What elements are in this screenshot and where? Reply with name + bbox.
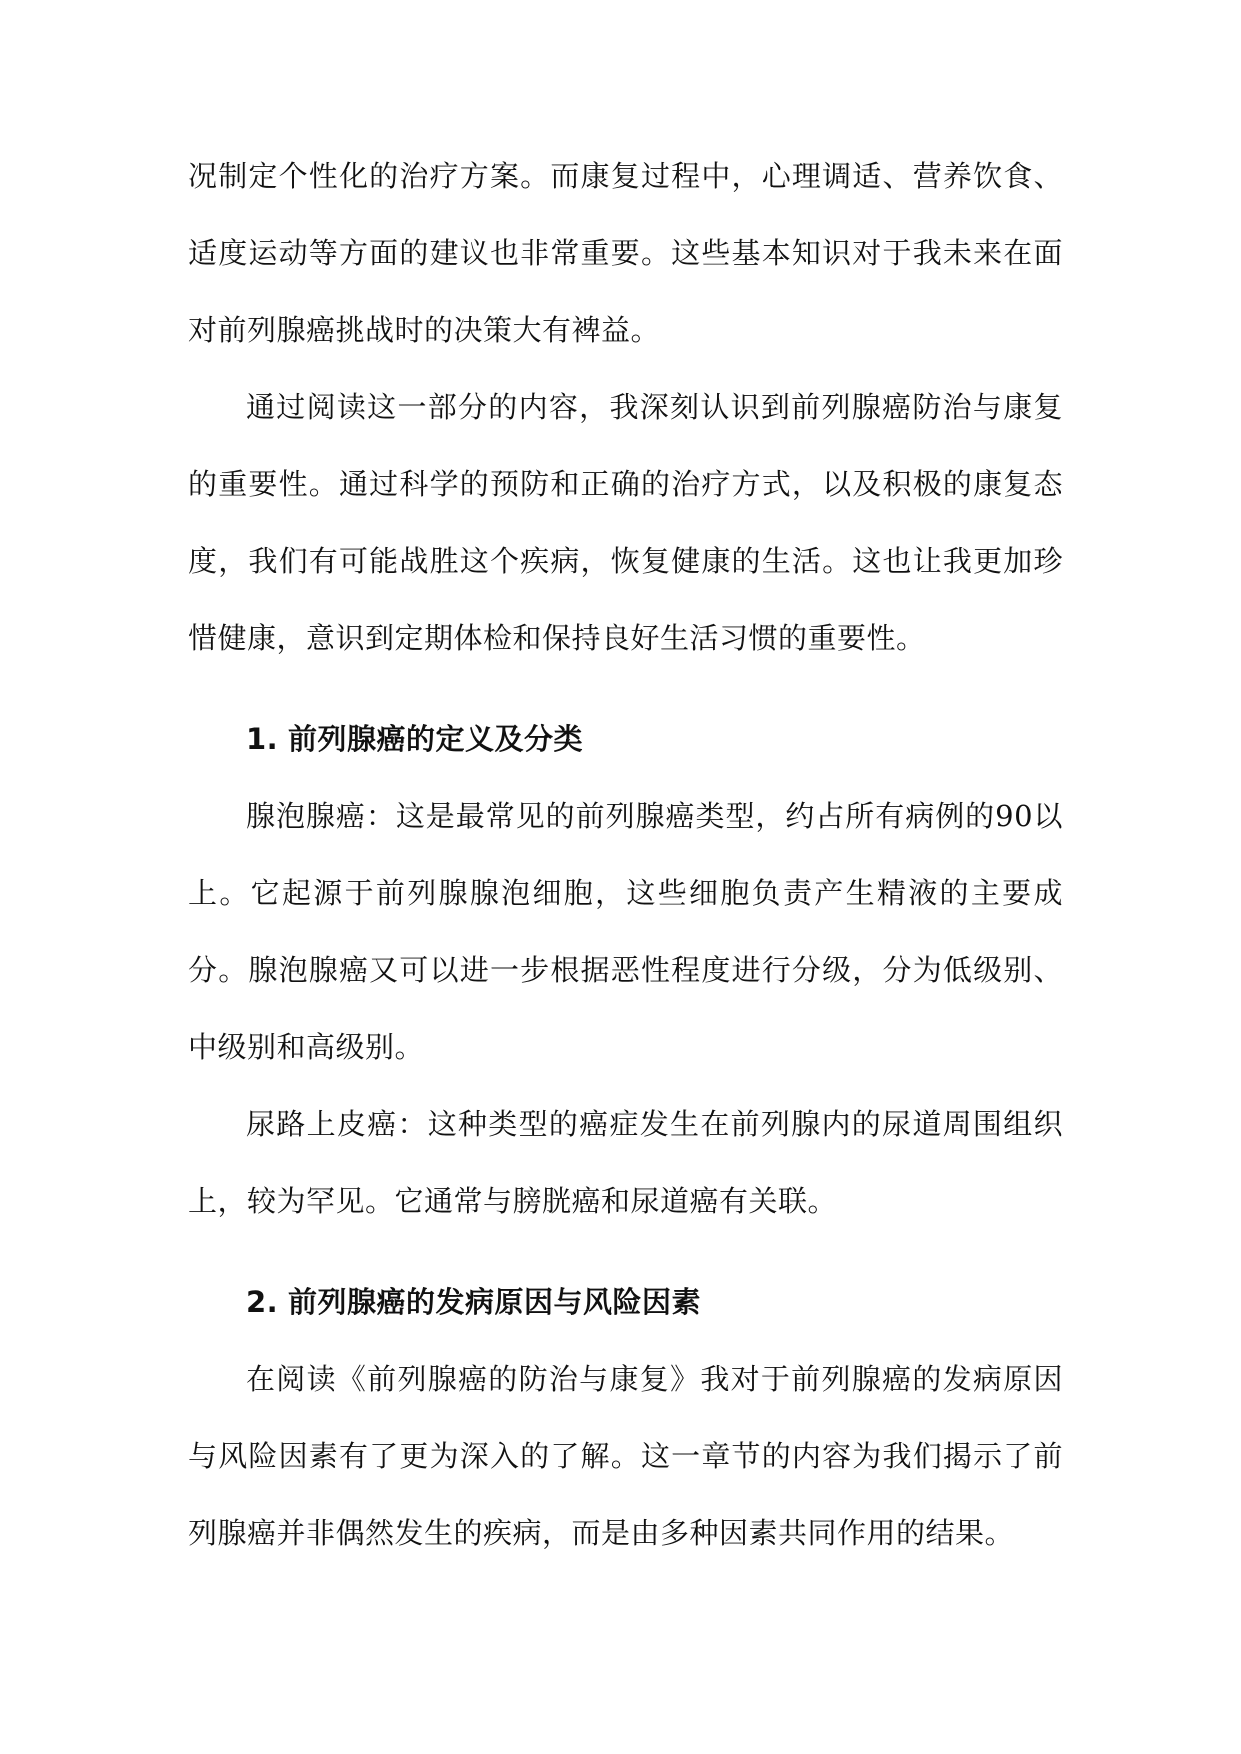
section-heading-definition: [188, 701, 1063, 778]
section-title: 前列腺癌的发病原因与风险因素: [288, 1285, 702, 1319]
paragraph-causes-intro: 在阅读《前列腺癌的防治与康复》我对于前列腺癌的发病原因与风险因素有了更为深入的了解。这一章节的内容为我们揭示了前列腺癌并非偶然发生的疾病，而是由多种因素共同作用的结果。: [188, 1362, 1063, 1550]
paragraph-urothelial-carcinoma: 尿路上皮癌：这种类型的癌症发生在前列腺内的尿道周围组织上，较为罕见。它通常与膀胱癌和尿道癌有关联。: [188, 1107, 1063, 1218]
section-number: 1.: [246, 722, 279, 756]
document-body: [188, 138, 1063, 1572]
section-title: 前列腺癌的定义及分类: [288, 722, 584, 756]
paragraph-reading-reflection: 通过阅读这一部分的内容，我深刻认识到前列腺癌防治与康复的重要性。通过科学的预防和正确的治疗方式，以及积极的康复态度，我们有可能战胜这个疾病，恢复健康的生活。这也让我更加珍惜健康，意识到定期体检和保持良好生活习惯的重要性。: [188, 390, 1063, 655]
paragraph-acinar-adenocarcinoma: 腺泡腺癌：这是最常见的前列腺癌类型，约占所有病例的90以上。它起源于前列腺腺泡细胞，这些细胞负责产生精液的主要成分。腺泡腺癌又可以进一步根据恶性程度进行分级，分为低级别、中级别和高级别。: [188, 799, 1063, 1064]
section-number: 2.: [246, 1285, 279, 1319]
paragraph-treatment-rehab: 况制定个性化的治疗方案。而康复过程中，心理调适、营养饮食、适度运动等方面的建议也非常重要。这些基本知识对于我未来在面对前列腺癌挑战时的决策大有裨益。: [188, 159, 1063, 347]
section-heading-causes: [188, 1264, 1063, 1341]
